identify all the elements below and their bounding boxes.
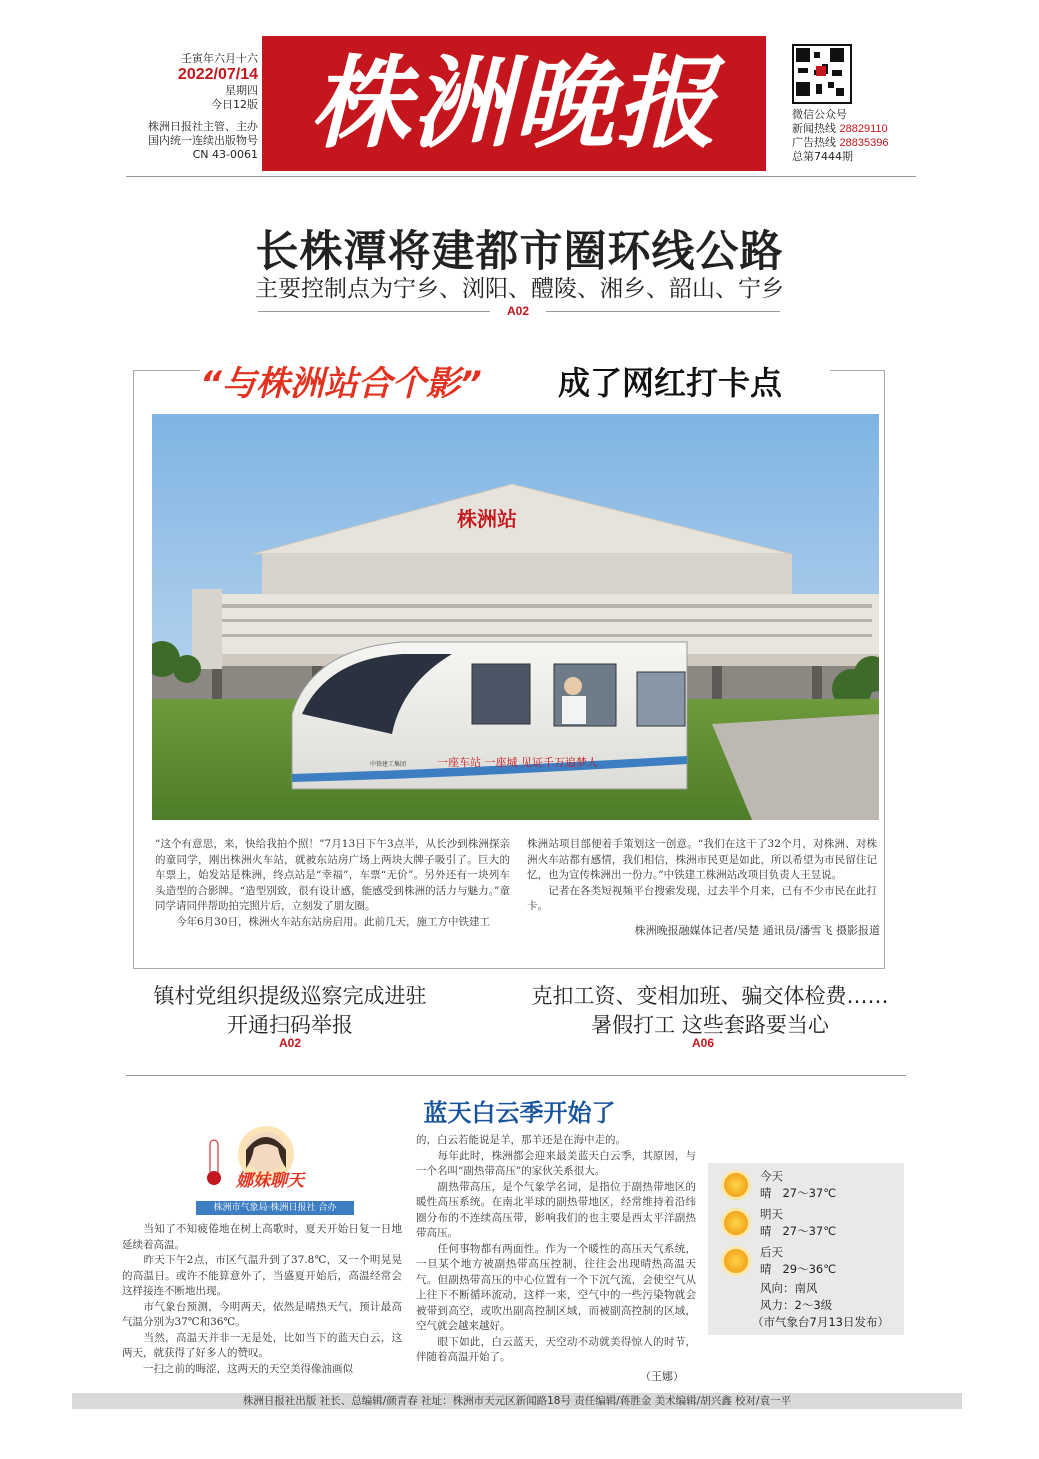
- station-photo-illustration: [152, 414, 879, 820]
- teaser-right[interactable]: [500, 982, 920, 1040]
- forecast-cond: 晴: [760, 1224, 772, 1238]
- teaser-right-line1: 克扣工资、变相加班、骗交体检费……: [531, 984, 889, 1008]
- teaser-left-page-ref[interactable]: A02: [278, 1036, 301, 1050]
- lunar-date: 壬寅年六月十六: [181, 52, 258, 65]
- column-logo-sub: 株洲市气象局·株洲日报社 合办: [196, 1201, 354, 1215]
- column-logo-text: 娜妹聊天: [236, 1171, 304, 1191]
- masthead-info-left: [130, 52, 258, 162]
- teaser-right-page-ref[interactable]: A06: [691, 1036, 714, 1050]
- forecast-panel: [708, 1163, 904, 1335]
- forecast-day: 后天: [760, 1245, 783, 1259]
- issue-date: 2022/07/14: [177, 66, 258, 83]
- column-logo: [196, 1120, 354, 1202]
- page-count: 今日12版: [211, 98, 258, 111]
- forecast-temp: 27～37℃: [782, 1224, 837, 1238]
- lead-headline[interactable]: 长株潭将建都市圈环线公路: [255, 227, 784, 277]
- forecast-day-after: [708, 1243, 904, 1281]
- sun-icon: [724, 1249, 748, 1273]
- feature-byline: 株洲晚报融媒体记者/吴楚 通讯员/潘雪飞 摄影报道: [634, 924, 880, 937]
- forecast-today: [708, 1167, 904, 1205]
- feature-photo: [152, 414, 879, 820]
- forecast-cond: 晴: [760, 1262, 772, 1276]
- teaser-left-line1: 镇村党组织提级巡察完成进驻: [153, 984, 427, 1008]
- sun-icon: [724, 1211, 748, 1235]
- publisher-line-1: 株洲日报社主管、主办: [148, 120, 258, 133]
- teaser-left[interactable]: [110, 982, 470, 1040]
- weekday: 星期四: [225, 84, 258, 97]
- issue-number: 总第7444期: [792, 150, 853, 163]
- forecast-value: [760, 1223, 836, 1239]
- ad-hotline: 28835396: [839, 137, 889, 149]
- lead-subhead: 主要控制点为宁乡、浏阳、醴陵、湘乡、韶山、宁乡: [255, 276, 784, 302]
- masthead-info-right: [792, 108, 922, 164]
- lead-page-ref[interactable]: A02: [490, 304, 546, 318]
- weather-author: （王娜）: [640, 1370, 684, 1383]
- forecast-day: 今天: [760, 1169, 783, 1183]
- teaser-right-line2: 暑假打工 这些套路要当心: [591, 1013, 829, 1037]
- feature-caption-left: “这个有意思，来，快给我拍个照！”7月13日下午3点半，从长沙到株洲探亲的童同学，刚出株洲火车站，就被东站房广场上两块大牌子吸引了。巨大的车票上，始发站是株洲，终点站是“幸福”，车票“无价”。另外还有一块列车头造型的合影牌。“造型别致，很有设计感，能感受到株洲的活力与魅力。”童同学请同伴帮助拍完照片后，立刻发了朋友圈。 今年6月30日，株洲火车站东站房启用。此前几天，施工方中铁建工: [155, 838, 510, 928]
- forecast-value: [760, 1261, 836, 1277]
- forecast-issued: （市气象台7月13日发布）: [752, 1315, 889, 1329]
- wind-force: 风力：2～3级: [760, 1298, 833, 1312]
- section-rule: [126, 1075, 906, 1076]
- feature-title-highlight[interactable]: “与株洲站合个影”: [200, 364, 482, 404]
- footer-credits: 株洲日报社出版 社长、总编辑/颜青春 社址：株洲市天元区新闻路18号 责任编辑/蒋胜金 美术编辑/胡兴鑫 校对/袁一平: [72, 1393, 962, 1409]
- feature-caption-right: 株洲站项目部便着手策划这一创意。“我们在这干了32个月，对株洲、对株洲火车站都有感情，我们相信，株洲市民更是如此，所以希望为市民留住记忆，也为宣传株洲出一份力。”中铁建工株洲站改项目负责人王昱说。 记者在各类短视频平台搜索发现，过去半个月来，已有不少市民在此打卡。: [527, 838, 877, 912]
- weather-text-left: 当知了不知疲倦地在树上高歌时，夏天开始日复一日地延续着高温。 昨天下午2点，市区气温升到了37.8℃，又一个明晃晃的高温日。或许不能算意外了，当盛夏开始后，高温经常会这样接连不断地出现。 市气象台预测，今明两天，依然是晴热天气，预计最高气温分别为37℃和36℃。 当然，高温天并非一无是处，比如当下的蓝天白云，这两天，就获得了好多人的赞叹。 一扫之前的晦涩，这两天的天空美得像油画似: [122, 1223, 402, 1375]
- weather-text-right: 的，白云若能说是羊，那羊还是在海中走的。 每年此时，株洲都会迎来最美蓝天白云季，其原因，与一个名叫“副热带高压”的家伙关系很大。 副热带高压，是个气象学名词，是指位于副热带地区的暖性高压系统。在南北半球的副热带地区，经常维持着沿纬圈分布的不连续高压带，影响我们的也主要是西太平洋副热带高压。 任何事物都有两面性。作为一个暖性的高压天气系统，一旦某个地方被副热带高压控制，往往会出现晴热高温天气。但副热带高压的中心位置有一个下沉气流，会使空气从上往下不断循环流动，这样一来，空气中的一些污染物就会被带到高空，或吹出副高控制区域，而被副高控制的区域，空气就会越来越好。 眼下如此，白云蓝天，天空动不动就美得惊人的时节，伴随着高温开始了。: [416, 1134, 696, 1363]
- forecast-day: 明天: [760, 1207, 783, 1221]
- ad-hotline-label: 广告热线: [792, 136, 836, 149]
- qr-code-icon: [792, 44, 852, 104]
- forecast-cond: 晴: [760, 1186, 772, 1200]
- forecast-value: [760, 1185, 836, 1201]
- cn-number: CN 43-0061: [192, 148, 258, 161]
- sun-icon: [724, 1173, 748, 1197]
- news-hotline-label: 新闻热线: [792, 122, 836, 135]
- teaser-left-line2: 开通扫码举报: [227, 1013, 353, 1037]
- publisher-line-2: 国内统一连续出版物号: [148, 134, 258, 147]
- wechat-label: 微信公众号: [792, 108, 847, 121]
- masthead-rule: [126, 176, 916, 177]
- station-sign: 株洲站: [457, 507, 517, 531]
- wind-direction: 风向：南风: [760, 1281, 818, 1295]
- train-brand: 中铁建工集团: [370, 761, 407, 768]
- weather-headline[interactable]: 蓝天白云季开始了: [423, 1099, 616, 1127]
- column-logo-art: [196, 1120, 354, 1202]
- feature-title[interactable]: 成了网红打卡点: [558, 364, 783, 402]
- news-hotline: 28829110: [839, 123, 888, 135]
- forecast-tomorrow: [708, 1205, 904, 1243]
- forecast-temp: 27～37℃: [782, 1186, 837, 1200]
- forecast-temp: 29～36℃: [782, 1262, 837, 1276]
- train-slogan: 一座车站 一座城 见证千万追梦人: [437, 756, 598, 769]
- newspaper-title: 株洲晚报: [262, 36, 766, 171]
